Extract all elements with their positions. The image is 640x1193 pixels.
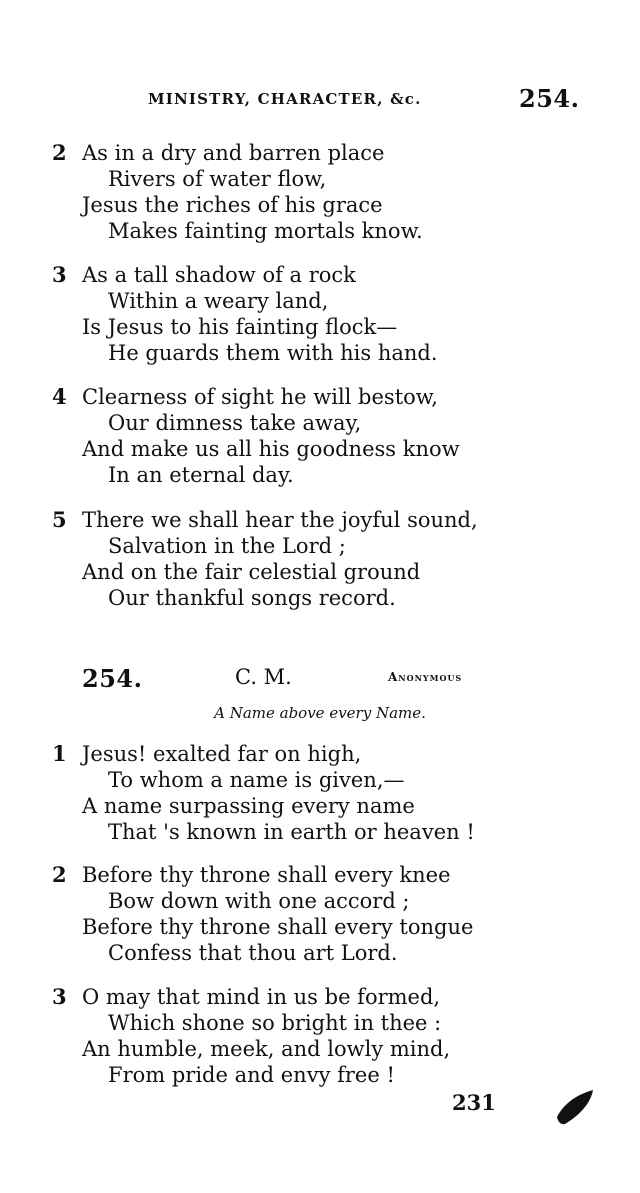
verse-line: Bow down with one accord ; xyxy=(108,889,410,913)
stanza-number: 5 xyxy=(52,507,67,532)
verse-line: Before thy throne shall every knee xyxy=(82,863,451,887)
stanza-number: 4 xyxy=(52,384,67,409)
stanza-number: 2 xyxy=(52,140,67,165)
verse-line: Makes fainting mortals know. xyxy=(108,219,423,243)
verse-line: To whom a name is given,— xyxy=(108,768,405,792)
verse-line: An humble, meek, and lowly mind, xyxy=(82,1037,451,1061)
hymn-subtitle: A Name above every Name. xyxy=(214,704,426,722)
verse-line: Jesus the riches of his grace xyxy=(82,193,383,217)
verse-line: A name surpassing every name xyxy=(82,794,415,818)
verse-line: Before thy throne shall every tongue xyxy=(82,915,474,939)
ink-smudge xyxy=(553,1087,597,1127)
verse-line: Confess that thou art Lord. xyxy=(108,941,398,965)
verse-line: O may that mind in us be formed, xyxy=(82,985,441,1009)
verse-line: Is Jesus to his fainting flock— xyxy=(82,315,398,339)
verse-line: Which shone so bright in thee : xyxy=(108,1011,442,1035)
verse-line: He guards them with his hand. xyxy=(108,341,438,365)
verse-line: And make us all his goodness know xyxy=(82,437,460,461)
hymn-author: Anonymous xyxy=(388,670,463,684)
stanza-number: 3 xyxy=(52,984,67,1009)
hymn-number: 254. xyxy=(82,664,143,693)
stanza-number: 2 xyxy=(52,862,67,887)
hymn-heading xyxy=(0,664,640,696)
verse-line: Rivers of water flow, xyxy=(108,167,327,191)
verse-line: In an eternal day. xyxy=(108,463,294,487)
verse-line: And on the fair celestial ground xyxy=(82,560,421,584)
verse-line: That 's known in earth or heaven ! xyxy=(108,820,475,844)
running-head-hymn-number: 254. xyxy=(519,84,580,113)
verse-line: From pride and envy free ! xyxy=(108,1063,395,1087)
verse-line: Salvation in the Lord ; xyxy=(108,534,346,558)
verse-line: Our dimness take away, xyxy=(108,411,362,435)
stanza-number: 1 xyxy=(52,741,67,766)
verse-line: Our thankful songs record. xyxy=(108,586,396,610)
page-number: 231 xyxy=(452,1090,496,1115)
stanza-number: 3 xyxy=(52,262,67,287)
hymn-meter: C. M. xyxy=(235,665,292,689)
verse-line: As in a dry and barren place xyxy=(82,141,385,165)
verse-line: There we shall hear the joyful sound, xyxy=(82,508,478,532)
verse-line: Jesus! exalted far on high, xyxy=(82,742,362,766)
verse-line: Clearness of sight he will bestow, xyxy=(82,385,438,409)
verse-line: As a tall shadow of a rock xyxy=(82,263,356,287)
running-head-title: MINISTRY, CHARACTER, &c. xyxy=(148,90,422,108)
verse-line: Within a weary land, xyxy=(108,289,329,313)
running-head xyxy=(0,85,640,115)
